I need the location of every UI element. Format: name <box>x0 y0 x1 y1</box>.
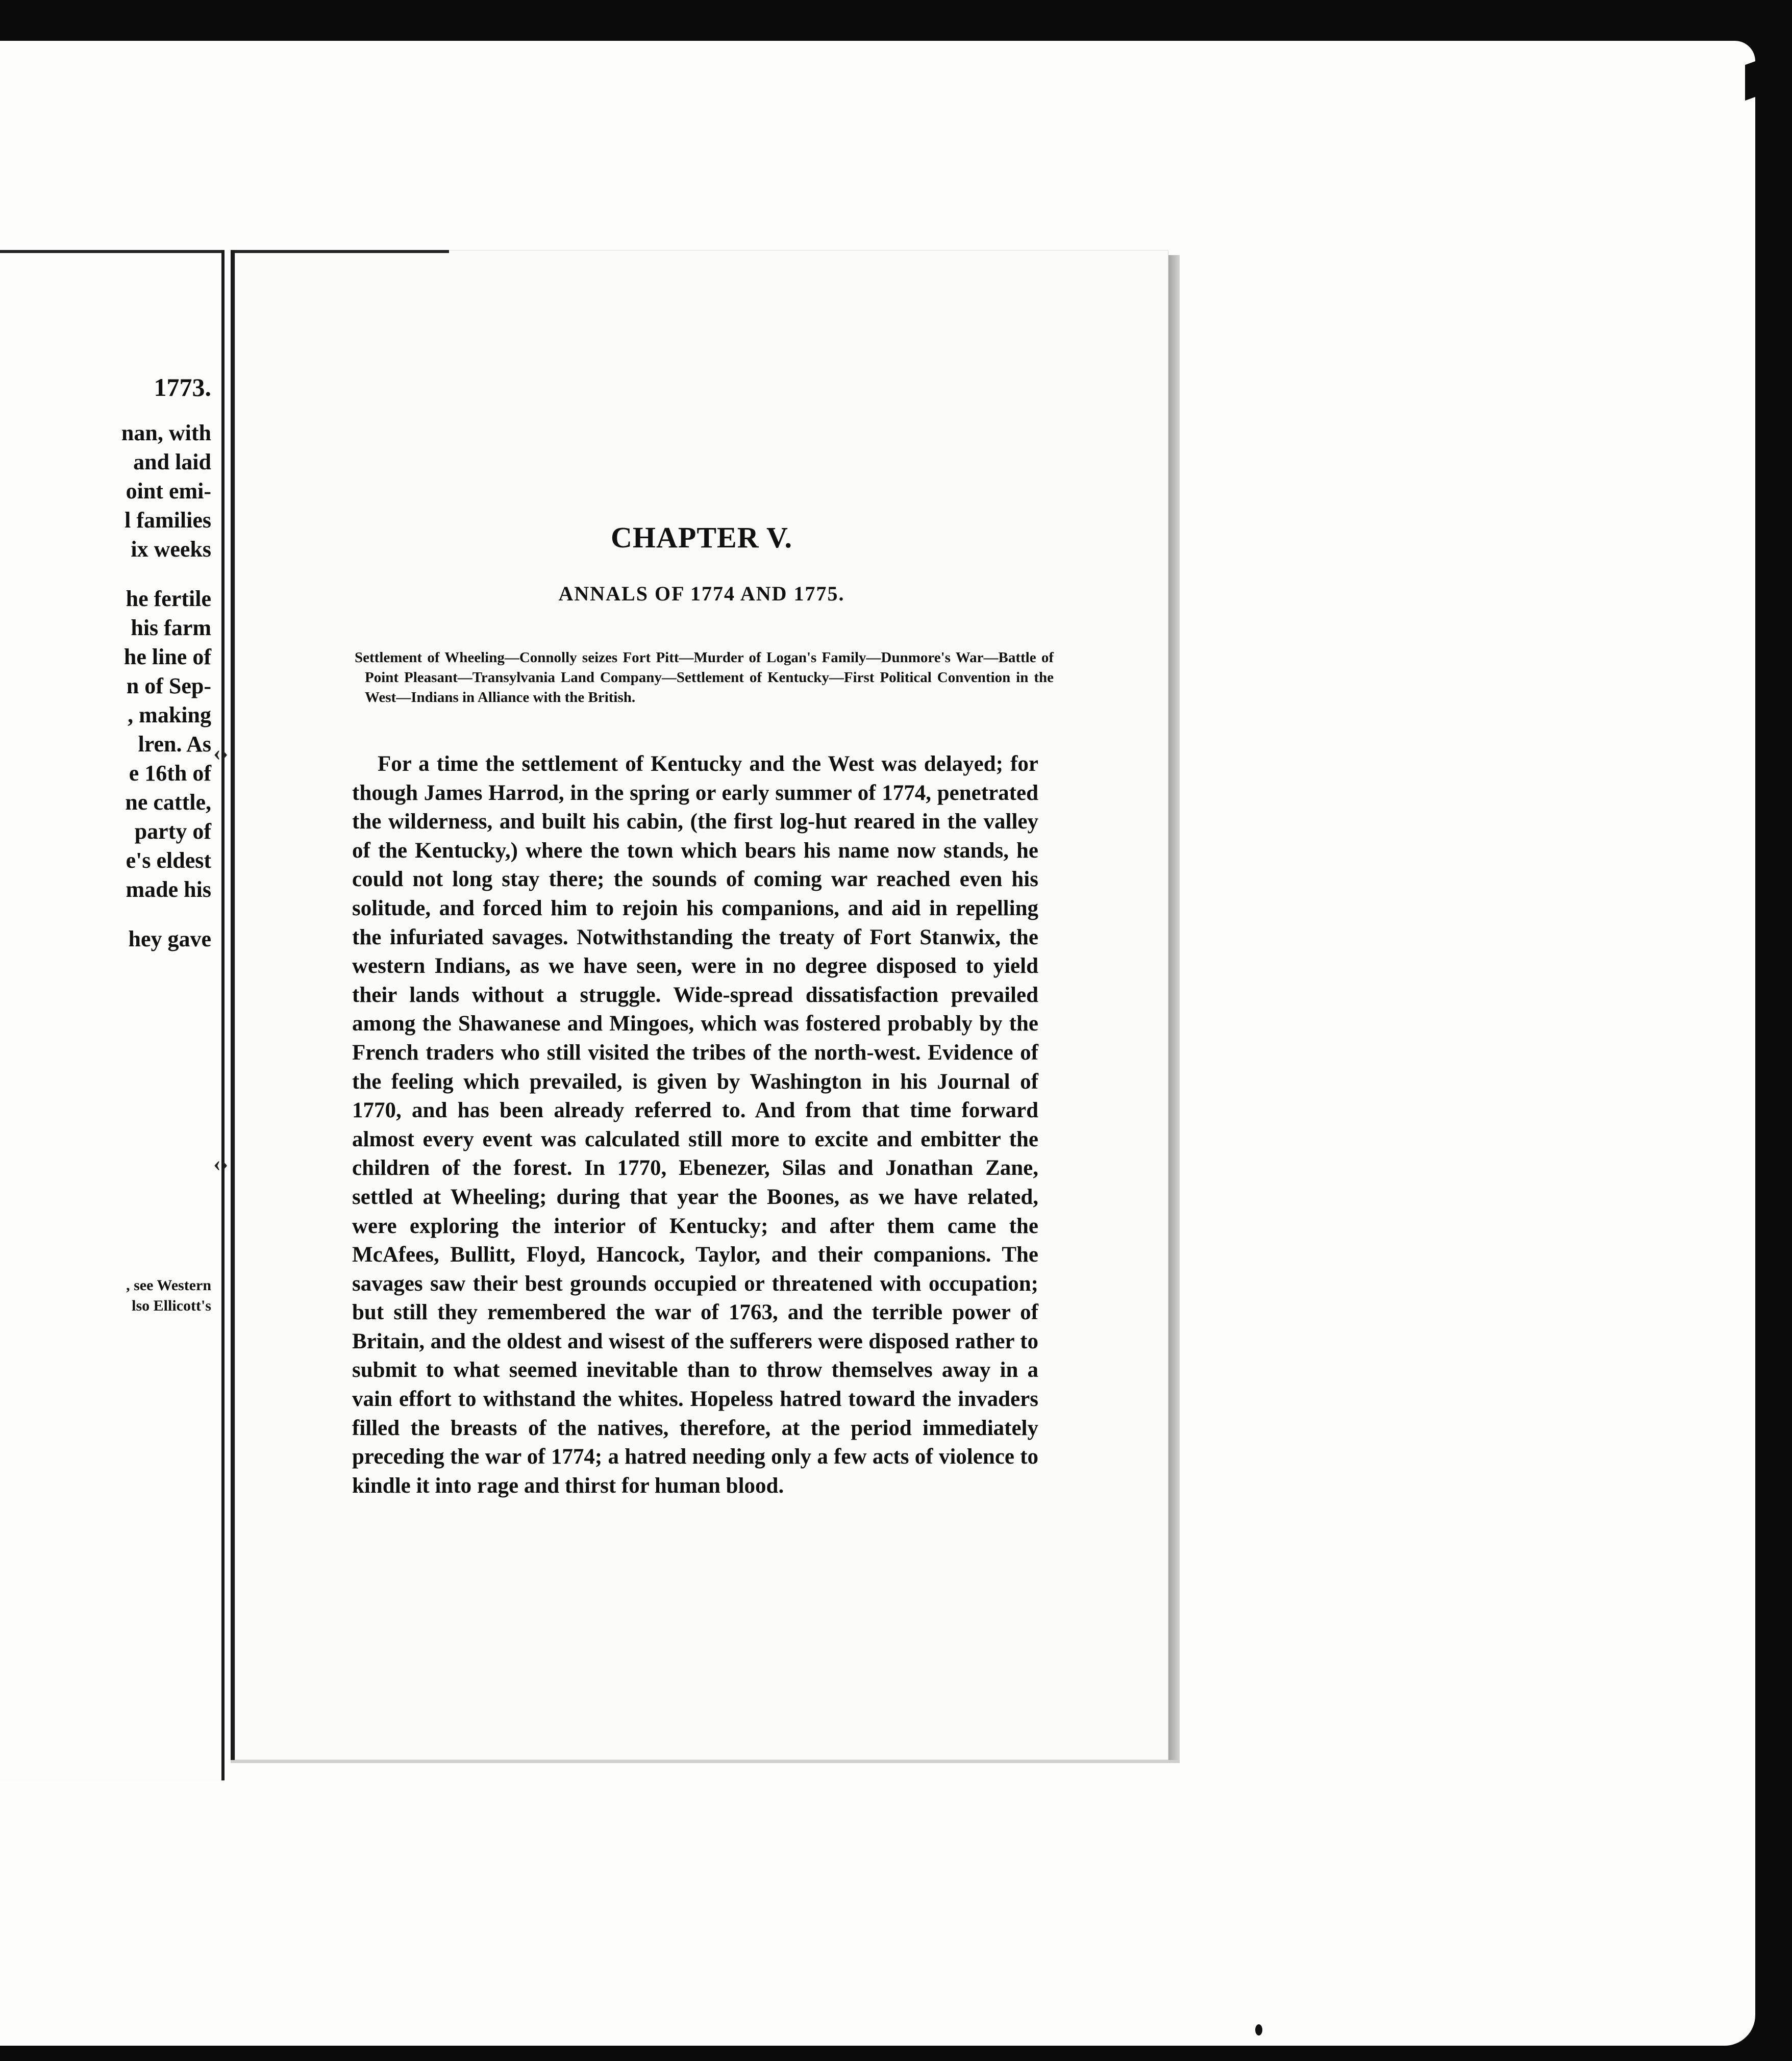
left-line: he fertile <box>126 586 211 611</box>
left-page-footnotes <box>126 1275 211 1316</box>
left-line: hey gave <box>128 926 211 951</box>
scan-speck <box>1255 2024 1262 2035</box>
left-line: his farm <box>131 615 211 640</box>
gutter-tick-mark: ‹› <box>213 740 229 765</box>
gutter-line <box>221 250 225 1780</box>
left-footnote-line: lso Ellicott's <box>132 1297 211 1314</box>
page-top-rule <box>235 250 449 253</box>
left-page-year: 1773. <box>154 373 211 401</box>
chapter-synopsis: Settlement of Wheeling—Connolly seizes Fort Pitt—Murder of Logan's Family—Dunmore's War—Battle of Point Pleasant—Transylvania Land Company—Settlement of Kentucky—First Political Convention in the West—Indians in Alliance with the British. <box>355 649 1054 706</box>
left-line: n of Sep- <box>126 673 211 698</box>
left-page-lines <box>121 418 211 953</box>
left-line: , making <box>128 702 211 727</box>
left-line: ne cattle, <box>125 790 211 815</box>
left-line: e 16th of <box>129 761 211 786</box>
left-page-top-rule <box>0 250 225 253</box>
left-line: e's eldest <box>126 848 211 873</box>
left-line: party of <box>134 819 211 844</box>
left-line: and laid <box>133 449 211 474</box>
gutter-tick-mark: ‹› <box>213 1151 229 1176</box>
chapter-title: CHAPTER V. <box>611 521 792 554</box>
left-line: lren. As <box>138 732 211 757</box>
left-line: nan, with <box>121 420 211 445</box>
body-paragraph: For a time the settlement of Kentucky and the West was delayed; for though James Harrod, in the spring or early summer of 1774, penetrated the wilderness, and built his cabin, (the first log-hut reared in the valley of the Kentucky,) where the town which bears his name now stands, he could not long stay there; the sounds of coming war reached even his solitude, and forced him to rejoin his companions, and aid in repelling the infuriated savages. Notwithstanding the treaty of Fort Stanwix, the western Indians, as we have seen, were in no degree disposed to yield their lands without a struggle. Wide-spread dissatisfaction prevailed among the Shawanese and Mingoes, which was fostered probably by the French traders who still visited the tribes of the north-west. Evidence of the feeling which prevailed, is given by Washington in his Journal of 1770, and has been already referred to. And from that time forward almost every event was calculated still more to excite and embitter the children of the forest. In 1770, Ebenezer, Silas and Jonathan Zane, settled at Wheeling; during that year the Boones, as we have related, were exploring the interior of Kentucky; and after them came the McAfees, Bullitt, Floyd, Hancock, Taylor, and their companions. The savages saw their best grounds occupied or threatened with occupation; but still they remembered the war of 1763, and the terrible power of Britain, and the oldest and wisest of the sufferers were disposed rather to submit to what seemed inevitable than to throw themselves away in a vain effort to withstand the whites. Hopeless hatred toward the invaders filled the breasts of the natives, therefore, at the period immediately preceding the war of 1774; a hatred needing only a few acts of violence to kindle it into rage and thirst for human blood. <box>352 752 1038 1498</box>
left-footnote-line: , see Western <box>126 1277 211 1294</box>
book-page <box>231 250 1168 1760</box>
left-line: oint emi- <box>126 479 211 504</box>
page-bottom-edge <box>231 1760 1180 1763</box>
frame-notch <box>1745 58 1765 101</box>
chapter-subtitle: ANNALS OF 1774 AND 1775. <box>558 582 845 605</box>
left-line: l families <box>125 508 211 533</box>
left-line: he line of <box>123 644 211 669</box>
left-page-fragment <box>0 250 225 1780</box>
left-line: made his <box>126 877 211 902</box>
left-line: ix weeks <box>131 537 211 562</box>
